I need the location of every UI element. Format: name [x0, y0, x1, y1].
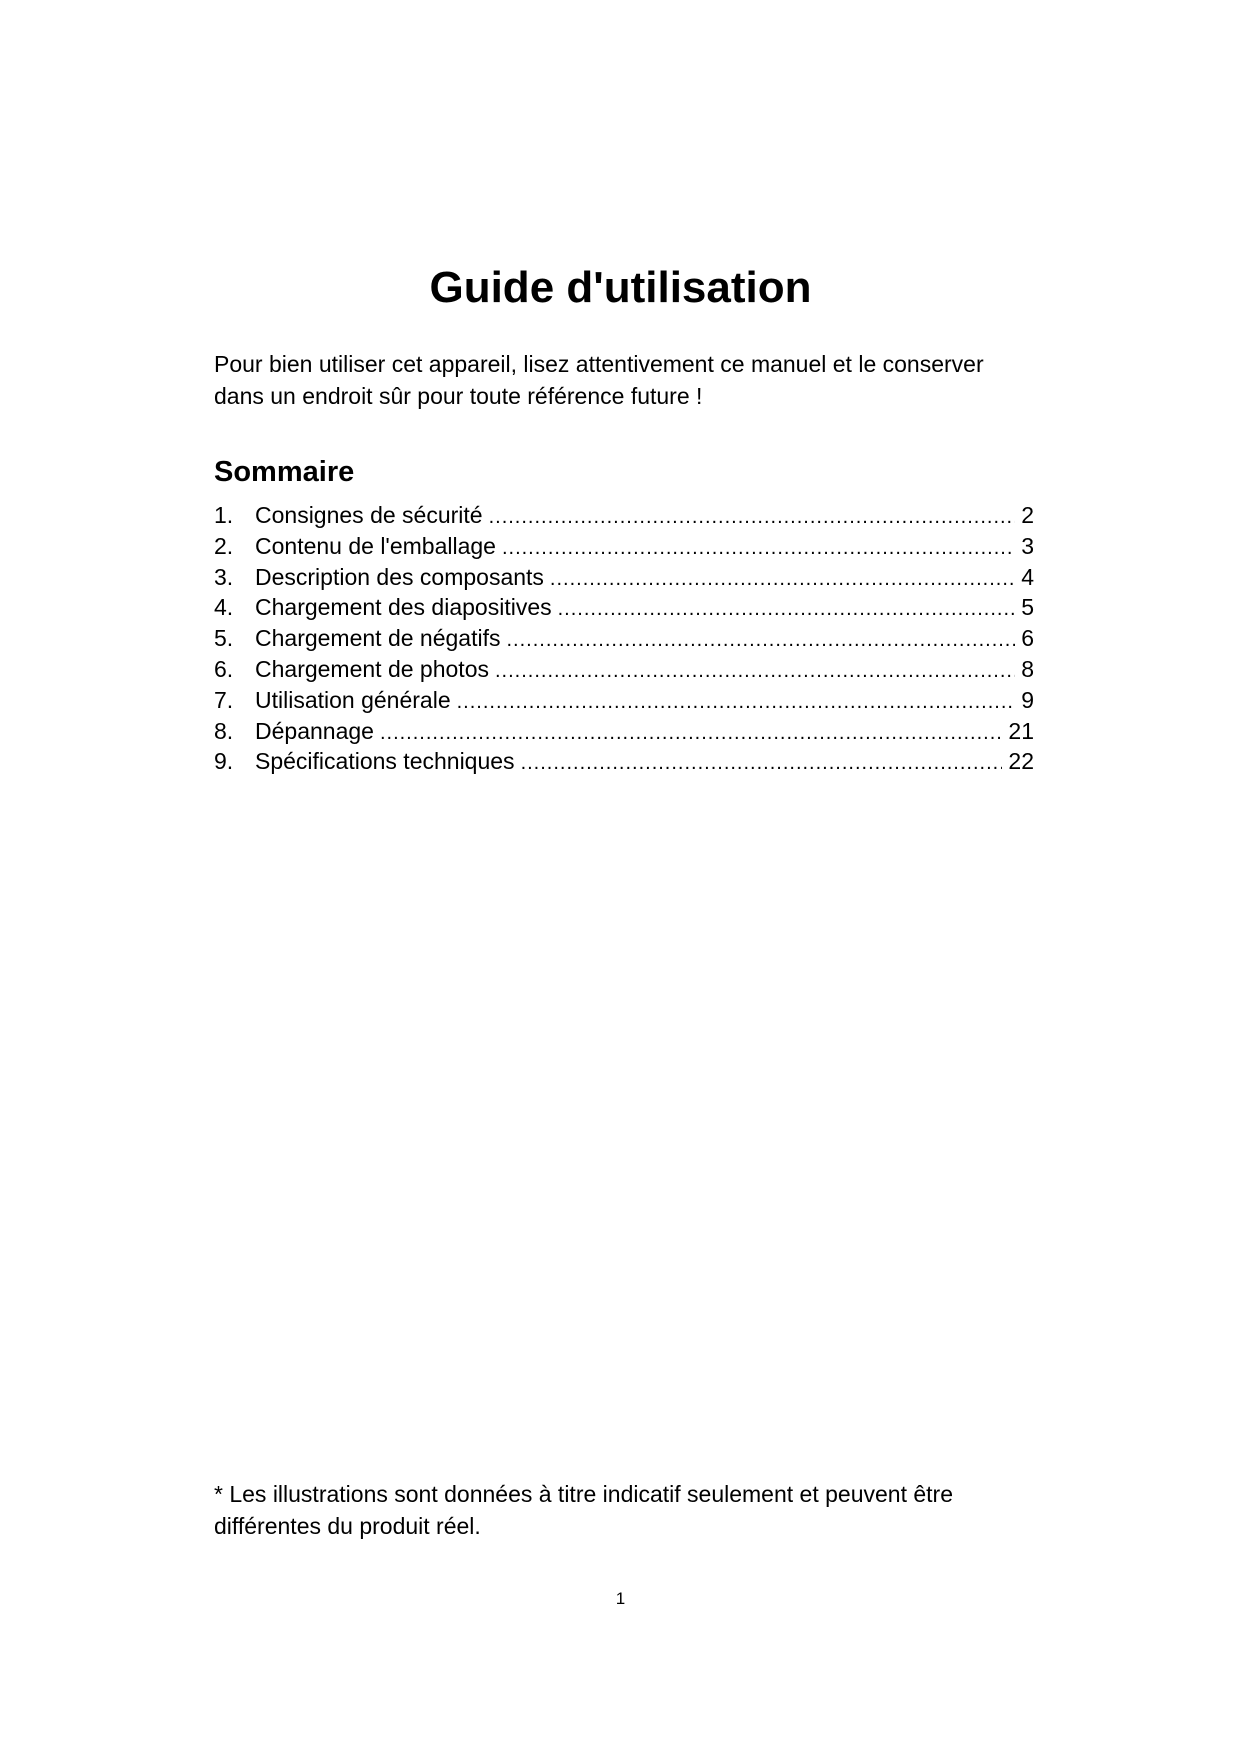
toc-dot-leader	[380, 718, 1002, 747]
toc-entry-number: 8.	[214, 717, 234, 744]
toc-dot-leader	[457, 687, 1016, 716]
disclaimer-line: * Les illustrations sont données à titre indicatif seulement et peuvent être	[214, 1481, 953, 1507]
toc-entry-title: Chargement des diapositives	[255, 594, 552, 621]
intro-line: Pour bien utiliser cet appareil, lisez attentivement ce manuel et le conserver	[214, 351, 984, 377]
toc-entry[interactable]	[214, 685, 1034, 716]
toc-entry[interactable]	[214, 716, 1034, 747]
toc-entry-number: 9.	[214, 748, 234, 775]
toc-dot-leader	[550, 564, 1015, 593]
toc-entry-title: Dépannage	[255, 717, 374, 744]
toc-entry-title: Spécifications techniques	[255, 748, 515, 775]
toc-entry-title: Description des composants	[255, 563, 544, 590]
document-title: Guide d'utilisation	[429, 263, 812, 312]
toc-entry-number: 3.	[214, 563, 234, 590]
toc-entry-title: Chargement de photos	[255, 655, 489, 682]
toc-entry-number: 5.	[214, 625, 234, 652]
toc-entry-page: 4	[1021, 563, 1034, 590]
toc-entry-page: 2	[1021, 502, 1034, 528]
toc-entry[interactable]	[214, 654, 1034, 685]
toc-entry-page: 21	[1008, 717, 1034, 744]
toc-entry-title: Utilisation générale	[255, 686, 451, 713]
toc-entry[interactable]	[214, 592, 1034, 623]
toc-entry-number: 1.	[214, 502, 234, 528]
toc-dot-leader	[558, 594, 1016, 623]
toc-entry-page: 5	[1021, 594, 1034, 621]
disclaimer-line: différentes du produit réel.	[214, 1513, 481, 1539]
toc-entry-page: 9	[1021, 686, 1034, 713]
toc-entry-page: 8	[1021, 655, 1034, 682]
table-of-contents	[214, 500, 1034, 777]
toc-entry-page: 3	[1021, 532, 1034, 559]
intro-line: dans un endroit sûr pour toute référence future !	[214, 383, 703, 409]
toc-entry-page: 22	[1008, 748, 1034, 775]
toc-entry[interactable]	[214, 500, 1034, 531]
toc-entry-title: Consignes de sécurité	[255, 502, 483, 528]
toc-entry[interactable]	[214, 562, 1034, 593]
toc-entry-number: 4.	[214, 594, 234, 621]
toc-entry-page: 6	[1021, 625, 1034, 652]
toc-dot-leader	[495, 656, 1015, 685]
illustration-disclaimer	[214, 1478, 1044, 1542]
toc-entry-number: 7.	[214, 686, 234, 713]
toc-entry-number: 6.	[214, 655, 234, 682]
intro-paragraph	[214, 348, 1044, 412]
toc-dot-leader	[489, 502, 1016, 531]
toc-entry[interactable]	[214, 531, 1034, 562]
toc-dot-leader	[502, 533, 1015, 562]
toc-dot-leader	[507, 625, 1016, 654]
toc-entry-number: 2.	[214, 532, 234, 559]
toc-dot-leader	[521, 748, 1003, 777]
toc-entry[interactable]	[214, 623, 1034, 654]
toc-entry-title: Contenu de l'emballage	[255, 532, 496, 559]
toc-heading: Sommaire	[214, 456, 355, 488]
toc-entry[interactable]	[214, 746, 1034, 777]
toc-entry-title: Chargement de négatifs	[255, 625, 501, 652]
page-number: 1	[615, 1589, 626, 1608]
